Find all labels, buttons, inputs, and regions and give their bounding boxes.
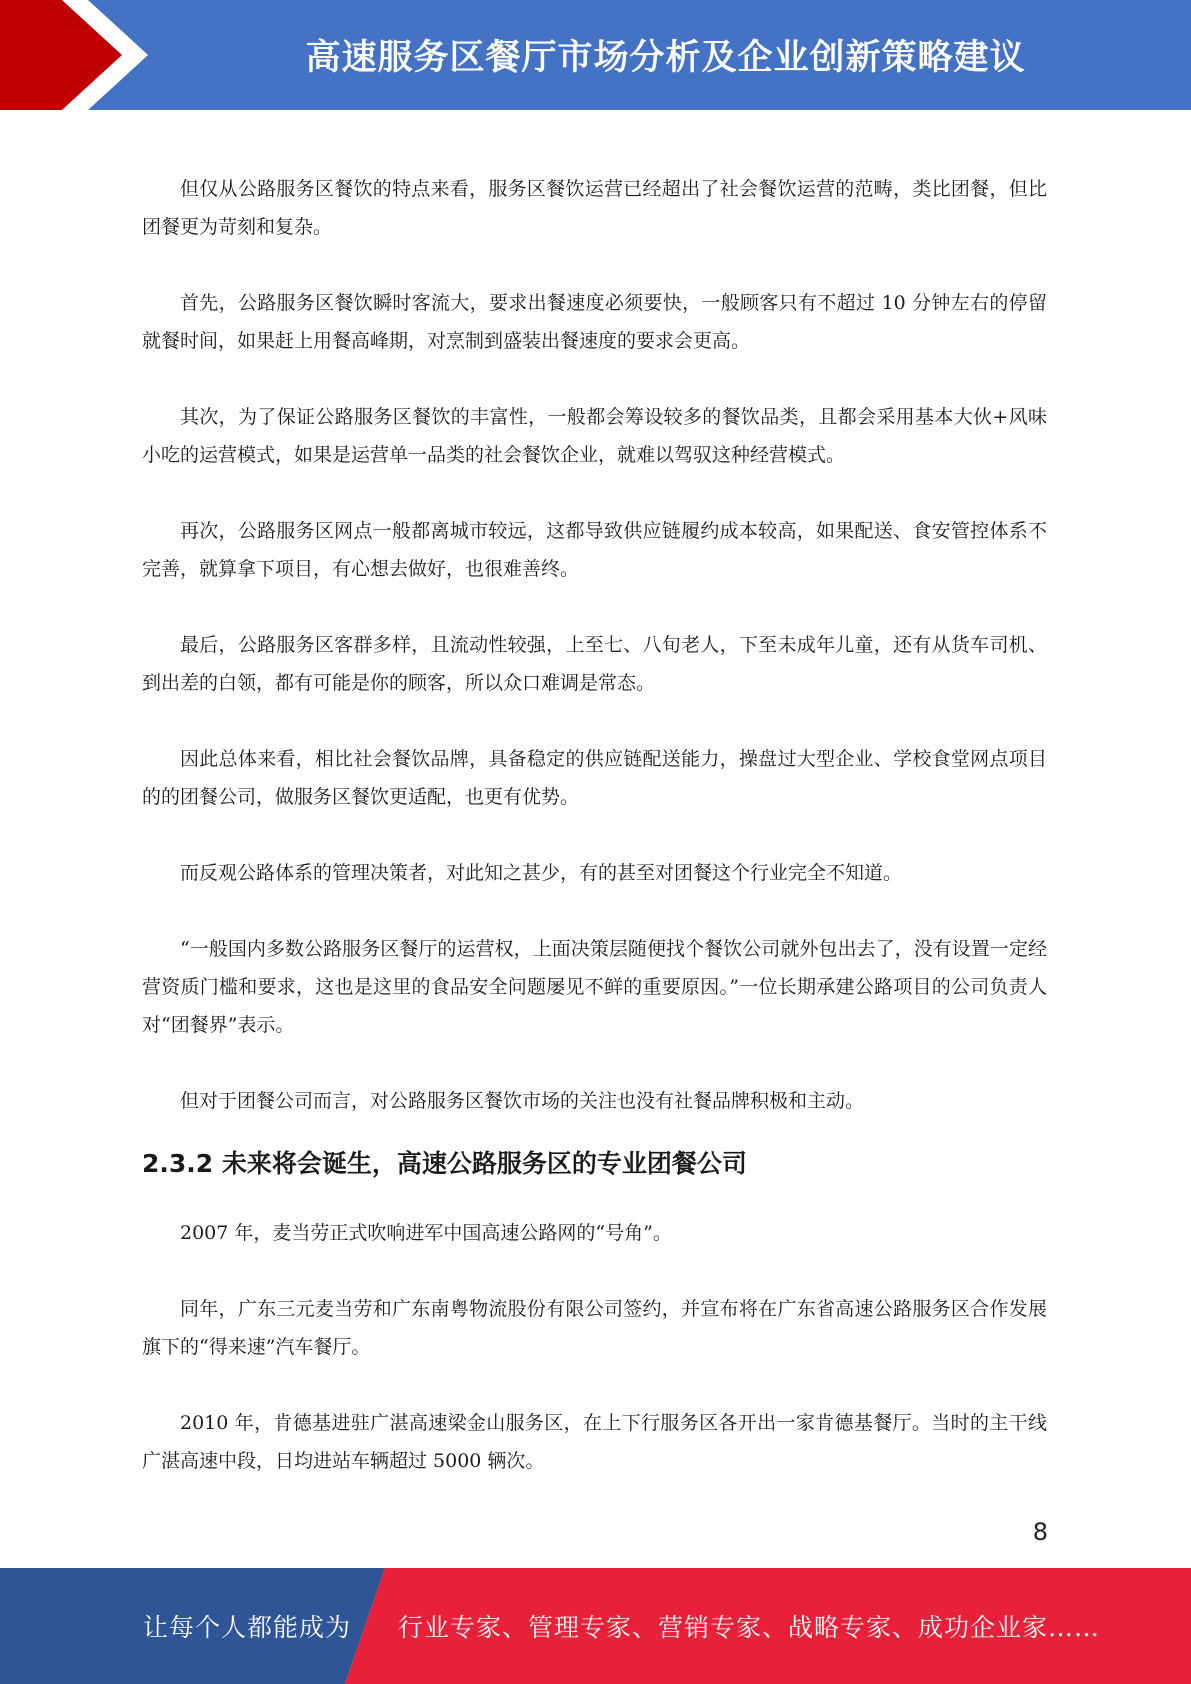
page-header <box>0 0 1191 110</box>
paragraph: 首先，公路服务区餐饮瞬时客流大，要求出餐速度必须要快，一般顾客只有不超过 10 分钟左右的停留就餐时间，如果赶上用餐高峰期，对烹制到盛装出餐速度的要求会更高。 <box>142 292 1047 352</box>
page-footer <box>0 1568 1191 1684</box>
paragraph: 最后，公路服务区客群多样，且流动性较强，上至七、八旬老人，下至未成年儿童，还有从货车司机、到出差的白领，都有可能是你的顾客，所以众口难调是常态。 <box>142 634 1047 694</box>
paragraph: 2007 年，麦当劳正式吹响进军中国高速公路网的“号角”。 <box>180 1222 672 1244</box>
footer-slogan-right: 行业专家、管理专家、营销专家、战略专家、成功企业家…… <box>398 1613 1101 1642</box>
document-body <box>142 170 1047 1518</box>
paragraph: 再次，公路服务区网点一般都离城市较远，这都导致供应链履约成本较高，如果配送、食安管控体系不完善，就算拿下项目，有心想去做好，也很难善终。 <box>142 520 1047 580</box>
paragraph: 其次，为了保证公路服务区餐饮的丰富性，一般都会筹设较多的餐饮品类，且都会采用基本大伙+风味小吃的运营模式，如果是运营单一品类的社会餐饮企业，就难以驾驭这种经营模式。 <box>142 406 1047 466</box>
footer-slogan-left: 让每个人都能成为 <box>143 1613 352 1642</box>
page-number: 8 <box>1032 1518 1048 1546</box>
paragraph: 因此总体来看，相比社会餐饮品牌，具备稳定的供应链配送能力，操盘过大型企业、学校食堂网点项目的的团餐公司，做服务区餐饮更适配，也更有优势。 <box>142 748 1047 808</box>
header-title: 高速服务区餐厅市场分析及企业创新策略建议 <box>305 38 1026 78</box>
section-heading: 2.3.2 未来将会诞生，高速公路服务区的专业团餐公司 <box>142 1149 747 1178</box>
paragraph: 但仅从公路服务区餐饮的特点来看，服务区餐饮运营已经超出了社会餐饮运营的范畴，类比团餐，但比团餐更为苛刻和复杂。 <box>142 178 1047 238</box>
paragraph: “一般国内多数公路服务区餐厅的运营权，上面决策层随便找个餐饮公司就外包出去了，没有设置一定经营资质门槛和要求，这也是这里的食品安全问题屡见不鲜的重要原因。”一位长期承建公路项目的公司负责人对“团餐界”表示。 <box>142 938 1047 1036</box>
paragraph: 同年，广东三元麦当劳和广东南粤物流股份有限公司签约，并宣布将在广东省高速公路服务区合作发展旗下的“得来速”汽车餐厅。 <box>142 1298 1047 1358</box>
paragraph: 而反观公路体系的管理决策者，对此知之甚少，有的甚至对团餐这个行业完全不知道。 <box>180 862 903 884</box>
header-chevron-icon <box>0 0 160 110</box>
paragraph: 但对于团餐公司而言，对公路服务区餐饮市场的关注也没有社餐品牌积极和主动。 <box>180 1090 865 1112</box>
paragraph: 2010 年，肯德基进驻广湛高速梁金山服务区，在上下行服务区各开出一家肯德基餐厅。当时的主干线广湛高速中段，日均进站车辆超过 5000 辆次。 <box>142 1412 1047 1472</box>
